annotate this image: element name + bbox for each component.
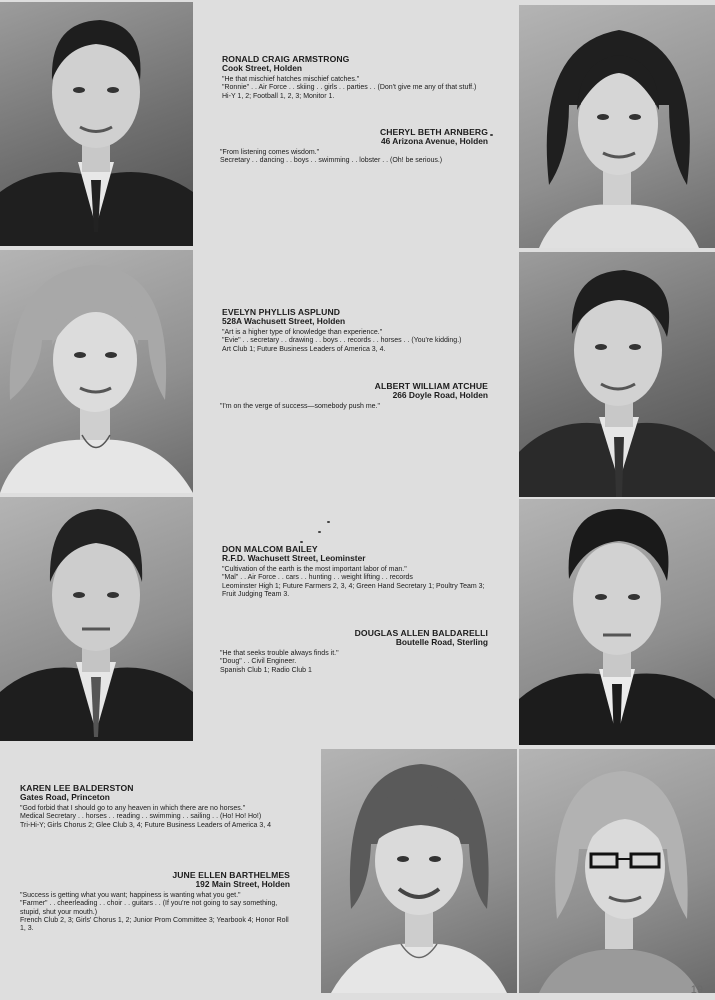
student-interests: "Ronnie" . . Air Force . . skiing . . girls . . parties . . (Don't give me any of that stuff.) (222, 84, 477, 92)
portrait-photo (519, 252, 715, 497)
boy-portrait-image (0, 2, 193, 246)
student-activities: Tri-Hi-Y; Girls Chorus 2; Glee Club 3, 4; Future Business Leaders of America 3, 4 (20, 821, 271, 829)
student-name: ALBERT WILLIAM ATCHUE (374, 381, 488, 391)
page-number: 19 (690, 984, 703, 996)
boy-portrait-image (519, 499, 715, 745)
student-quote: "Cultivation of the earth is the most important labor of man." (222, 566, 407, 574)
portrait-photo (0, 250, 193, 493)
student-activities: Spanish Club 1; Radio Club 1 (220, 666, 312, 674)
student-activities: Art Club 1; Future Business Leaders of America 3, 4. (222, 345, 386, 353)
student-quote: "He that seeks trouble always finds it." (220, 650, 339, 658)
student-interests: "Farmer" . . cheerleading . . choir . . guitars . . (If you're not going to say something, stupid, shut your mouth.) (20, 900, 278, 916)
print-speck (300, 541, 303, 543)
student-address: Boutelle Road, Sterling (395, 637, 488, 648)
portrait-photo (519, 749, 715, 993)
student-entry (20, 870, 290, 933)
student-interests: "Mal" . . Air Force . . cars . . hunting . . weight lifting . . records (222, 574, 413, 582)
student-activities: Leominster High 1; Future Farmers 2, 3, 4; Green Hand Secretary 1; Poultry Team 3; Fruit Judging Team 3. (222, 582, 485, 598)
student-interests: Secretary . . dancing . . boys . . swimming . . lobster . . (Oh! be serious.) (220, 157, 443, 165)
student-interests: "Doug" . . Civil Engineer. (220, 658, 297, 666)
student-address: Cook Street, Holden (222, 63, 303, 74)
student-quote: "Art is a higher type of knowledge than experience." (222, 329, 383, 337)
student-entry (222, 307, 490, 354)
girl-portrait-image (321, 749, 517, 993)
student-interests: Medical Secretary . . horses . . reading . . swimming . . sailing . . (Ho! Ho! Ho!) (20, 813, 262, 821)
student-name: JUNE ELLEN BARTHELMES (172, 870, 290, 880)
print-speck (490, 134, 493, 136)
boy-portrait-image (519, 252, 715, 497)
student-name: CHERYL BETH ARNBERG (379, 127, 488, 137)
student-name: KAREN LEE BALDERSTON (20, 783, 134, 793)
student-name: DON MALCOM BAILEY (222, 544, 318, 554)
student-address: R.F.D. Wachusett Street, Leominster (222, 553, 366, 564)
student-name: DOUGLAS ALLEN BALDARELLI (354, 628, 488, 638)
student-entry (222, 544, 490, 599)
student-activities: French Club 2, 3; Girls' Chorus 1, 2; Junior Prom Committee 3; Yearbook 4; Honor Roll 1, 3. (20, 916, 289, 933)
student-entry (222, 54, 490, 101)
student-entry (220, 628, 488, 675)
student-activities: Hi-Y 1, 2; Football 1, 2, 3; Monitor 1. (222, 92, 335, 100)
student-entry (220, 381, 488, 411)
student-interests: "Evie" . . secretary . . drawing . . boys . . records . . horses . . (You're kidding.) (222, 337, 462, 345)
portrait-photo (321, 749, 517, 993)
student-name: RONALD CRAIG ARMSTRONG (222, 54, 350, 64)
student-entry (220, 127, 488, 166)
portrait-photo (0, 497, 193, 741)
student-quote: "I'm on the verge of success—somebody push me." (220, 403, 380, 411)
student-quote: "God forbid that I should go to any heaven in which there are no horses." (20, 805, 246, 813)
print-speck (327, 521, 330, 523)
boy-portrait-image (0, 497, 193, 741)
student-quote: "Success is getting what you want; happiness is wanting what you get." (20, 892, 241, 900)
student-address: Gates Road, Princeton (20, 792, 110, 803)
student-name: EVELYN PHYLLIS ASPLUND (222, 307, 341, 317)
girl-portrait-image (519, 749, 715, 993)
girl-portrait-image (0, 250, 193, 493)
student-address: 528A Wachusett Street, Holden (222, 316, 346, 327)
portrait-photo (519, 5, 715, 248)
student-entry (20, 783, 290, 830)
student-quote: "He that mischief hatches mischief catches." (222, 76, 360, 84)
student-address: 266 Doyle Road, Holden (392, 390, 488, 401)
girl-portrait-image (519, 5, 715, 248)
portrait-photo (0, 2, 193, 246)
student-address: 46 Arizona Avenue, Holden (380, 136, 488, 147)
print-speck (318, 531, 321, 533)
student-address: 192 Main Street, Holden (195, 879, 290, 890)
portrait-photo (519, 499, 715, 745)
student-quote: "From listening comes wisdom." (220, 149, 320, 157)
